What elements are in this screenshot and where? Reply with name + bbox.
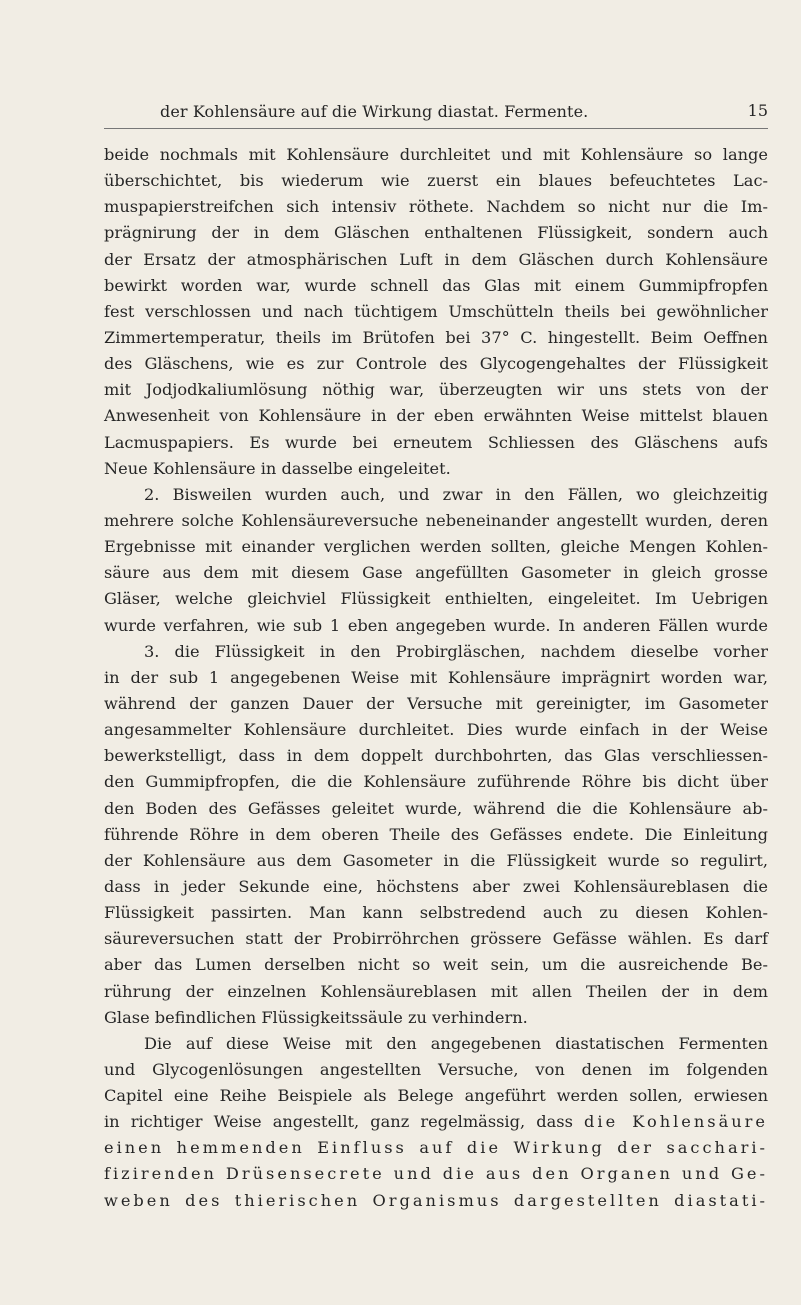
text-line: angesammelter Kohlensäure durchleitet. Dies wurde einfach in der Weise bbox=[104, 720, 768, 740]
text-line: Anwesenheit von Kohlensäure in der eben erwähnten Weise mittelst blauen bbox=[104, 406, 768, 426]
text-line: bewirkt worden war, wurde schnell das Glas mit einem Gummipfropfen bbox=[104, 275, 768, 295]
text-segment: in richtiger Weise angestellt, ganz regelmässig, dass bbox=[104, 1112, 573, 1132]
body-text bbox=[104, 142, 768, 1214]
text-line: den Boden des Gefässes geleitet wurde, während die die Kohlensäure ab- bbox=[104, 798, 768, 818]
text-line: säure aus dem mit diesem Gase angefüllten Gasometer in gleich grosse bbox=[104, 563, 768, 583]
text-line: mit Jodjodkaliumlösung nöthig war, überzeugten wir uns stets von der bbox=[104, 380, 768, 400]
text-line: in der sub 1 angegebenen Weise mit Kohlensäure imprägnirt worden war, bbox=[104, 667, 768, 687]
page-number: 15 bbox=[747, 101, 768, 120]
emphasized-text: die Kohlensäure bbox=[584, 1112, 768, 1132]
text-line: Neue Kohlensäure in dasselbe eingeleitet. bbox=[104, 458, 451, 478]
text-line: Die auf diese Weise mit den angegebenen diastatischen Fermenten bbox=[144, 1033, 768, 1053]
emphasized-text-line: fizirenden Drüsensecrete und die aus den Organen und Ge- bbox=[104, 1164, 768, 1184]
text-line: des Gläschens, wie es zur Controle des Glycogengehaltes der Flüssigkeit bbox=[104, 354, 768, 374]
text-line bbox=[104, 1109, 768, 1135]
text-line: überschichtet, bis wiederum wie zuerst ein blaues befeuchtetes Lac- bbox=[104, 171, 768, 191]
text-line: 2. Bisweilen wurden auch, und zwar in den Fällen, wo gleichzeitig bbox=[144, 484, 768, 504]
text-line: bewerkstelligt, dass in dem doppelt durchbohrten, das Glas verschliessen- bbox=[104, 746, 768, 766]
text-line: der Ersatz der atmosphärischen Luft in dem Gläschen durch Kohlensäure bbox=[104, 249, 768, 269]
text-line: prägnirung der in dem Gläschen enthaltenen Flüssigkeit, sondern auch bbox=[104, 223, 768, 243]
text-line: der Kohlensäure aus dem Gasometer in die Flüssigkeit wurde so regulirt, bbox=[104, 850, 768, 870]
running-title: der Kohlensäure auf die Wirkung diastat. Fermente. bbox=[160, 102, 589, 121]
emphasized-text-line: einen hemmenden Einfluss auf die Wirkung der sacchari- bbox=[104, 1138, 768, 1158]
running-header bbox=[104, 98, 768, 129]
text-line: fest verschlossen und nach tüchtigem Umschütteln theils bei gewöhnlicher bbox=[104, 301, 768, 321]
text-line: rührung der einzelnen Kohlensäureblasen mit allen Theilen der in dem bbox=[104, 981, 768, 1001]
text-line: dass in jeder Sekunde eine, höchstens aber zwei Kohlensäureblasen die bbox=[104, 876, 768, 896]
text-line: Gläser, welche gleichviel Flüssigkeit enthielten, eingeleitet. Im Uebrigen bbox=[104, 589, 768, 609]
text-line: beide nochmals mit Kohlensäure durchleitet und mit Kohlensäure so lange bbox=[104, 145, 768, 164]
text-line: aber das Lumen derselben nicht so weit sein, um die ausreichende Be- bbox=[104, 955, 768, 975]
text-line: Lacmuspapiers. Es wurde bei erneutem Schliessen des Gläschens aufs bbox=[104, 432, 768, 452]
text-line: führende Röhre in dem oberen Theile des Gefässes endete. Die Einleitung bbox=[104, 824, 768, 844]
text-line: wurde verfahren, wie sub 1 eben angegeben wurde. In anderen Fällen wurde bbox=[104, 615, 768, 635]
text-line: mehrere solche Kohlensäureversuche nebeneinander angestellt wurden, deren bbox=[104, 510, 768, 530]
text-line: Flüssigkeit passirten. Man kann selbstredend auch zu diesen Kohlen- bbox=[104, 903, 768, 923]
text-line: den Gummipfropfen, die die Kohlensäure zuführende Röhre bis dicht über bbox=[104, 772, 768, 792]
text-line: Capitel eine Reihe Beispiele als Belege angeführt werden sollen, erwiesen bbox=[104, 1086, 768, 1106]
text-line: muspapierstreifchen sich intensiv röthete. Nachdem so nicht nur die Im- bbox=[104, 197, 768, 217]
text-line: säureversuchen statt der Probirröhrchen grössere Gefässe wählen. Es darf bbox=[104, 929, 768, 949]
text-line: Ergebnisse mit einander verglichen werden sollten, gleiche Mengen Kohlen- bbox=[104, 537, 768, 557]
text-line: 3. die Flüssigkeit in den Probirgläschen, nachdem dieselbe vorher bbox=[144, 641, 768, 661]
text-line: während der ganzen Dauer der Versuche mit gereinigter, im Gasometer bbox=[104, 693, 768, 713]
emphasized-text-line: weben des thierischen Organismus dargestellten diastati- bbox=[104, 1190, 768, 1210]
text-line: Zimmertemperatur, theils im Brütofen bei 37° C. hingestellt. Beim Oeffnen bbox=[104, 327, 768, 347]
text-line: und Glycogenlösungen angestellten Versuche, von denen im folgenden bbox=[104, 1059, 768, 1079]
text-line: Glase befindlichen Flüssigkeitssäule zu verhindern. bbox=[104, 1007, 528, 1027]
